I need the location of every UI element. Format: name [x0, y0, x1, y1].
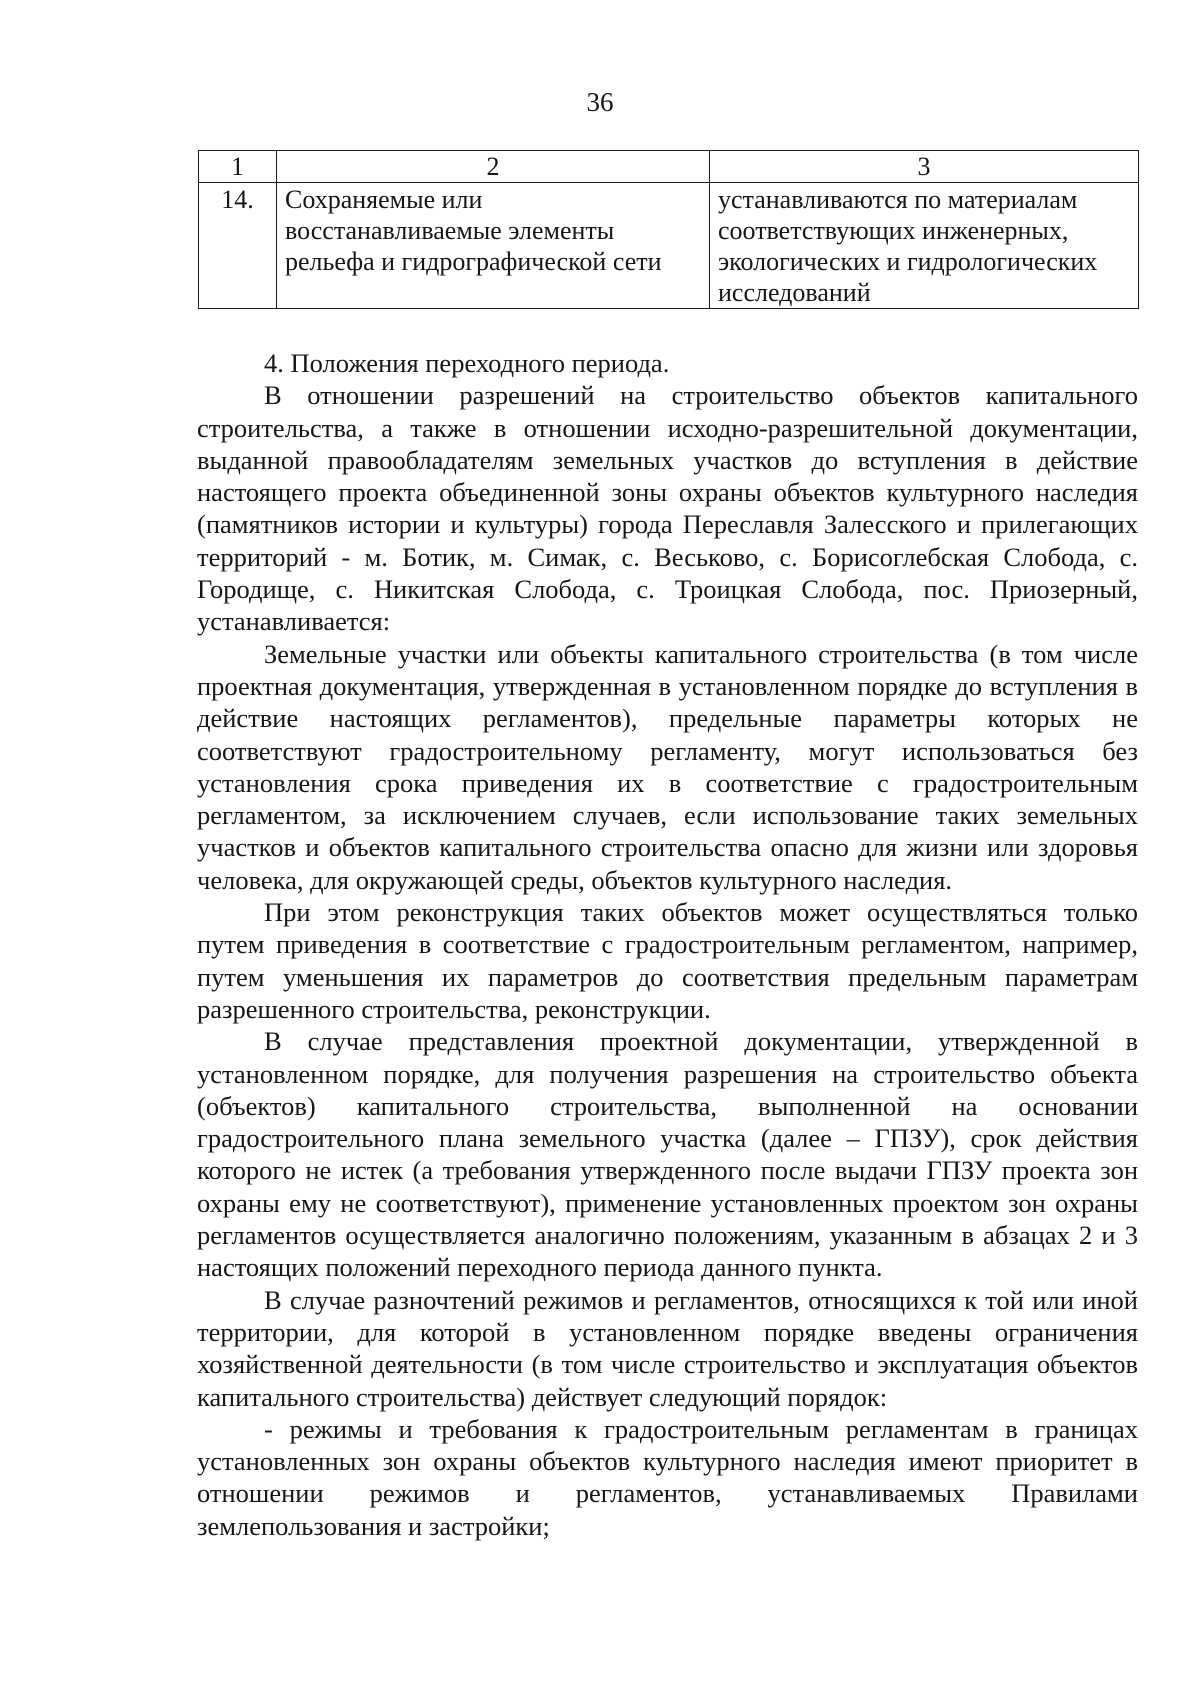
table-header-row: [199, 151, 1139, 183]
table-row: [199, 183, 1139, 309]
list-item: - режимы и требования к градостроительным регламентам в границах установленных зон охраны объектов культурного наследия имеют приоритет в отношении режимов и регламентов, устанавливаемых Правилами землепользования и застройки;: [197, 1413, 1138, 1541]
paragraph: При этом реконструкция таких объектов может осуществляться только путем приведения в соответствие с градостроительным регламентом, например, путем уменьшения их параметров до соответствия предельным параметрам разрешенного строительства, реконструкции.: [197, 897, 1138, 1024]
table-header-cell: 2: [277, 151, 710, 183]
table-cell-value: устанавливаются по материалам соответствующих инженерных, экологических и гидрологических исследований: [710, 183, 1139, 309]
paragraph: В случае разночтений режимов и регламентов, относящихся к той или иной территории, для которой в установленном порядке введены ограничения хозяйственной деятельности (в том числе строительство и эксплуатация объектов капитального строительства) действует следующий порядок:: [197, 1284, 1138, 1412]
paragraph: В отношении разрешений на строительство объектов капитального строительства, а также в отношении исходно-разрешительной документации, выданной правообладателям земельных участков до вступления в действие настоящего проекта объединенной зоны охраны объектов культурного наследия (памятников истории и культуры) города Переславля Залесского и прилегающих территорий - м. Ботик, м. Симак, с. Веськово, с. Борисоглебская Слобода, с. Городище, с. Никитская Слобода, с. Троицкая Слобода, пос. Приозерный, устанавливается:: [197, 380, 1138, 637]
table-header-cell: 1: [199, 151, 277, 183]
regulations-table: [198, 150, 1139, 309]
paragraph: Земельные участки или объекты капитального строительства (в том числе проектная документация, утвержденная в установленном порядке до вступления в действие настоящих регламентов), предельные параметры которых не соответствуют градостроительному регламенту, могут использоваться без установления срока приведения их в соответствие с градостроительным регламентом, за исключением случаев, если использование таких земельных участков и объектов капитального строительства опасно для жизни или здоровья человека, для окружающей среды, объектов культурного наследия.: [197, 638, 1138, 895]
table-cell-name: Сохраняемые или восстанавливаемые элементы рельефа и гидрографической сети: [277, 183, 710, 309]
table-header-cell: 3: [710, 151, 1139, 183]
table-cell-number: 14.: [199, 183, 277, 309]
section-heading: 4. Положения переходного периода.: [264, 348, 670, 378]
paragraph: В случае представления проектной документации, утвержденной в установленном порядке, для получения разрешения на строительство объекта (объектов) капитального строительства, выполненной на основании градостроительного плана земельного участка (далее – ГПЗУ), срок действия которого не истек (а требования утвержденного после выдачи ГПЗУ проекта зон охраны ему не соответствуют), применение установленных проектом зон охраны регламентов осуществляется аналогично положениям, указанным в абзацах 2 и 3 настоящих положений переходного периода данного пункта.: [197, 1026, 1138, 1283]
page-number: 36: [586, 87, 614, 117]
document-body: [197, 347, 1138, 1542]
